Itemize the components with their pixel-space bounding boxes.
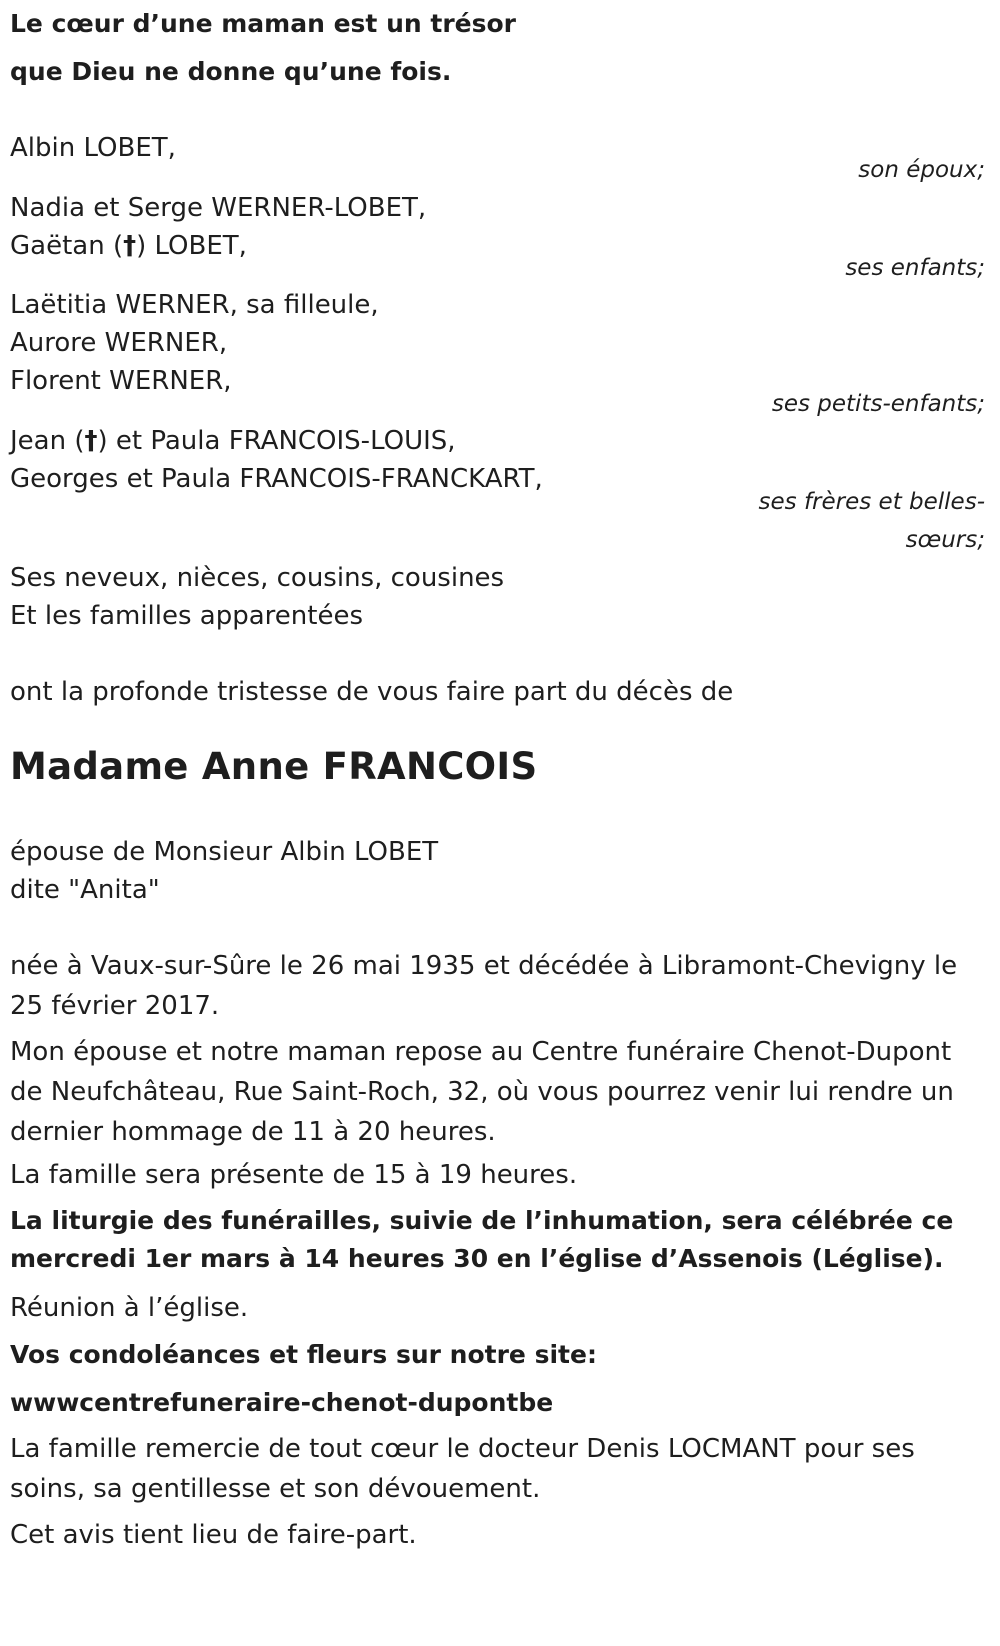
siblings-role-line-1: ses frères et belles- — [758, 489, 985, 515]
deceased-nickname: dite "Anita" — [10, 875, 160, 905]
condolences-label: Vos condoléances et fleurs sur notre site: — [10, 1340, 597, 1369]
dagger-icon: † — [84, 426, 98, 456]
others-line-1: Ses neveux, nièces, cousins, cousines — [10, 563, 505, 593]
thanks-text: La famille remercie de tout cœur le docteur Denis LOCMANT pour ses soins, sa gentillesse et son dévouement. — [10, 1434, 915, 1504]
spouse-name: Albin LOBET, — [10, 133, 176, 163]
child-line-1: Nadia et Serge WERNER-LOBET, — [10, 193, 427, 223]
child-line-2: Gaëtan (†) LOBET, — [10, 231, 247, 261]
grandchild-line-1: Laëtitia WERNER, sa filleule, — [10, 290, 379, 320]
website-link[interactable]: wwwcentrefuneraire-chenot-dupontbe — [10, 1388, 554, 1417]
dagger-icon: † — [123, 231, 137, 261]
spouse-role: son époux; — [858, 157, 985, 183]
quote-line-1: Le cœur d’une maman est un trésor — [10, 9, 516, 38]
notice-text: Cet avis tient lieu de faire-part. — [10, 1520, 417, 1550]
family-presence-text: La famille sera présente de 15 à 19 heures. — [10, 1160, 578, 1190]
others-line-2: Et les familles apparentées — [10, 601, 364, 631]
meeting-text: Réunion à l’église. — [10, 1293, 249, 1323]
birth-death-text: née à Vaux-sur-Sûre le 26 mai 1935 et décédée à Libramont-Chevigny le 25 février 2017. — [10, 951, 958, 1021]
grandchildren-role: ses petits-enfants; — [771, 391, 985, 417]
grandchild-line-3: Florent WERNER, — [10, 366, 232, 396]
repose-text: Mon épouse et notre maman repose au Centre funéraire Chenot-Dupont de Neufchâteau, Rue Saint-Roch, 32, où vous pourrez venir lui rendre un dernier hommage de 11 à 20 heures. — [10, 1037, 954, 1147]
sibling-line-1: Jean (†) et Paula FRANCOIS-LOUIS, — [10, 426, 456, 456]
children-role: ses enfants; — [845, 255, 985, 281]
grandchild-line-2: Aurore WERNER, — [10, 328, 228, 358]
liturgy-text: La liturgie des funérailles, suivie de l’inhumation, sera célébrée ce mercredi 1er mars à 14 heures 30 en l’église d’Assenois (Léglise). — [10, 1206, 954, 1273]
sibling-line-2: Georges et Paula FRANCOIS-FRANCKART, — [10, 464, 543, 494]
deceased-spouse-line: épouse de Monsieur Albin LOBET — [10, 837, 439, 867]
announcement-text: ont la profonde tristesse de vous faire part du décès de — [10, 677, 734, 707]
quote-line-2: que Dieu ne donne qu’une fois. — [10, 57, 452, 86]
siblings-role-line-2: sœurs; — [905, 527, 985, 553]
deceased-name: Madame Anne FRANCOIS — [10, 745, 538, 788]
